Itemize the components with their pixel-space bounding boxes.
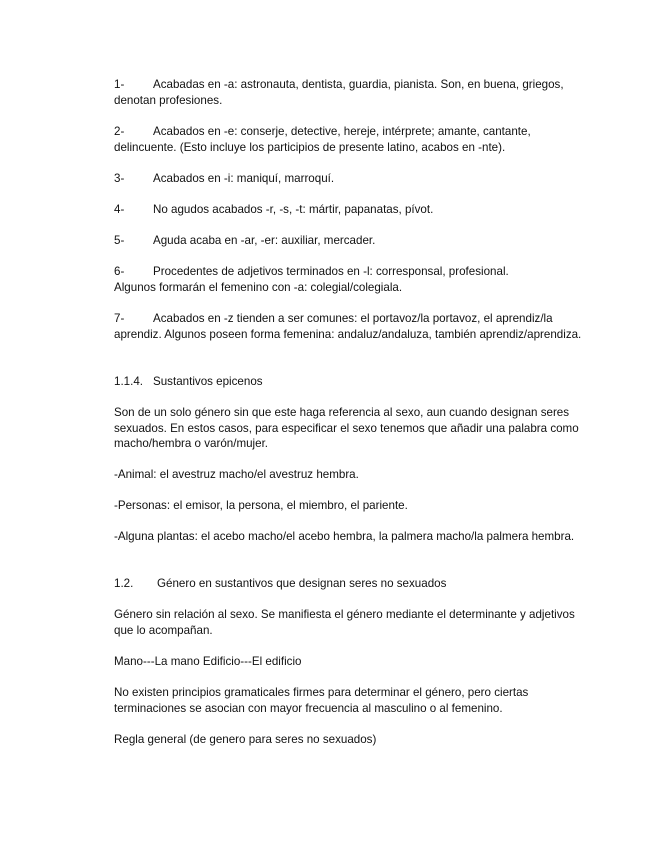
list-item-1 bbox=[114, 77, 584, 108]
item-text-continued: Algunos formarán el femenino con -a: colegial/colegiala. bbox=[114, 280, 403, 294]
list-item-5 bbox=[114, 233, 584, 249]
genero-paragraph: Género sin relación al sexo. Se manifiesta el género mediante el determinante y adjetivos que lo acompañan. bbox=[114, 608, 575, 637]
epicenos-paragraph: Son de un solo género sin que este haga referencia al sexo, aun cuando designan seres sexuados. En estos casos, para especificar el sexo tenemos que añadir una palabra como macho/hembra o varón/mujer. bbox=[114, 406, 579, 450]
item-text-continued: denotan profesiones. bbox=[114, 93, 223, 107]
item-text: No agudos acabados -r, -s, -t: mártir, papanatas, pívot. bbox=[153, 203, 434, 216]
heading-number: 1.2. bbox=[114, 577, 134, 590]
item-text: Acabados en -z tienden a ser comunes: el portavoz/la portavoz, el aprendiz/la bbox=[153, 312, 553, 325]
item-text: Procedentes de adjetivos terminados en -l: corresponsal, profesional. bbox=[153, 265, 509, 278]
mano-edificio-line: Mano---La mano Edificio---El edificio bbox=[114, 655, 302, 668]
item-text: Acabadas en -a: astronauta, dentista, guardia, pianista. Son, en buena, griegos, bbox=[153, 78, 564, 91]
item-text: Acabados en -e: conserje, detective, hereje, intérprete; amante, cantante, bbox=[153, 125, 531, 138]
item-text: Aguda acaba en -ar, -er: auxiliar, mercader. bbox=[153, 234, 376, 247]
heading-text: Género en sustantivos que designan seres no sexuados bbox=[157, 577, 447, 590]
section-heading-1-1-4 bbox=[114, 374, 584, 390]
example-animal: -Animal: el avestruz macho/el avestruz hembra. bbox=[114, 468, 359, 481]
item-number: 5- bbox=[114, 234, 125, 247]
item-number: 7- bbox=[114, 312, 125, 325]
heading-number: 1.1.4. bbox=[114, 375, 144, 388]
list-item-7 bbox=[114, 311, 584, 342]
regla-general-line: Regla general (de genero para seres no sexuados) bbox=[114, 733, 377, 746]
section-heading-1-2 bbox=[114, 576, 584, 592]
list-item-2 bbox=[114, 124, 584, 155]
item-text-continued: aprendiz. Algunos poseen forma femenina: andaluz/andaluza, también aprendiz/aprendiza. bbox=[114, 327, 582, 341]
list-item-6 bbox=[114, 264, 584, 295]
item-number: 4- bbox=[114, 203, 125, 216]
example-personas: -Personas: el emisor, la persona, el miembro, el pariente. bbox=[114, 499, 408, 512]
list-item-4 bbox=[114, 202, 584, 218]
item-text: Acabados en -i: maniquí, marroquí. bbox=[153, 172, 335, 185]
principios-paragraph: No existen principios gramaticales firmes para determinar el género, pero ciertas terminaciones se asocian con mayor frecuencia al masculino o al femenino. bbox=[114, 686, 529, 715]
item-number: 2- bbox=[114, 125, 125, 138]
heading-text: Sustantivos epicenos bbox=[153, 375, 263, 388]
item-number: 3- bbox=[114, 172, 125, 185]
item-number: 6- bbox=[114, 265, 125, 278]
example-plantas: -Alguna plantas: el acebo macho/el acebo hembra, la palmera macho/la palmera hembra. bbox=[114, 530, 575, 543]
item-text-continued: delincuente. (Esto incluye los participios de presente latino, acabos en -nte). bbox=[114, 140, 506, 154]
list-item-3 bbox=[114, 171, 584, 187]
item-number: 1- bbox=[114, 78, 125, 91]
